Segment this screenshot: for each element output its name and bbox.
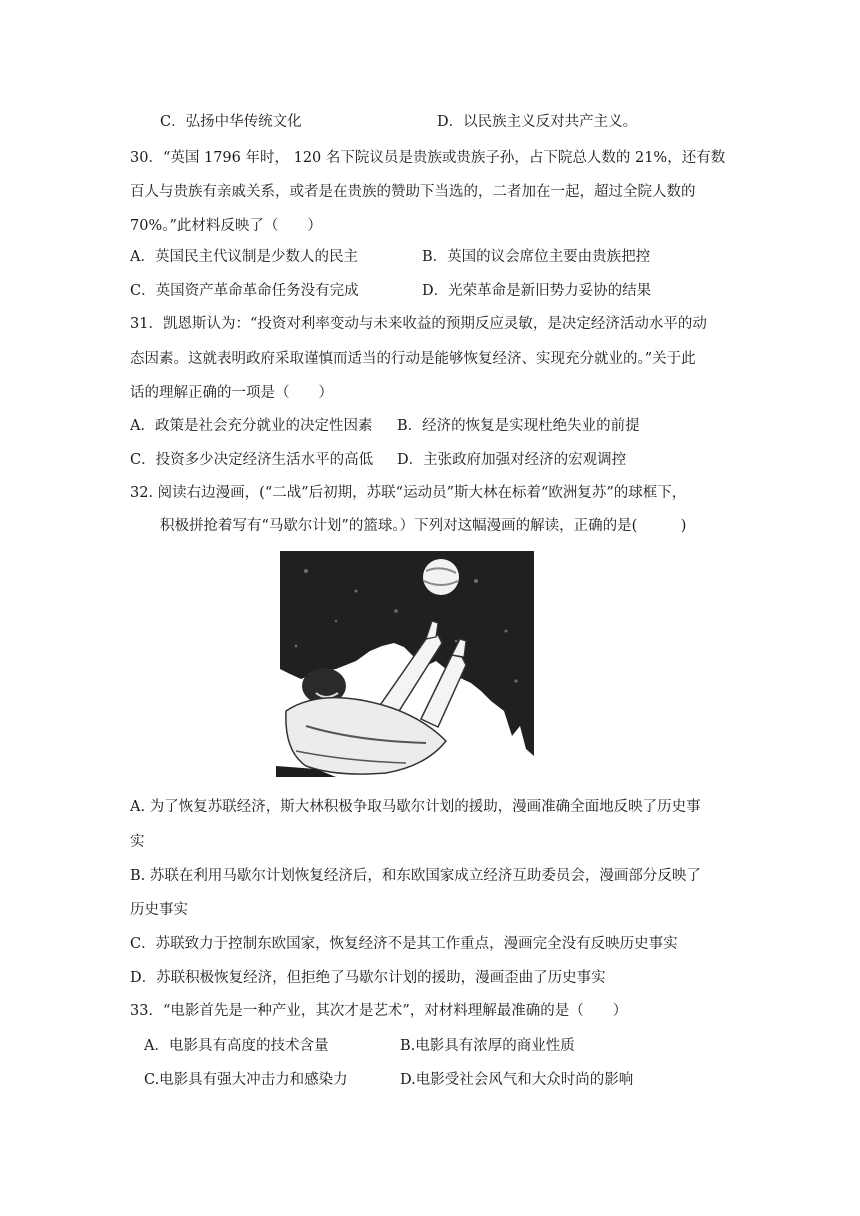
q29-option-c: C．弘扬中华传统文化 [160,114,302,130]
q31-stem-line2: 态因素。这就表明政府采取谨慎而适当的行动是能够恢复经济、实现充分就业的。”关于此 [130,351,696,367]
q33-option-a: A．电影具有高度的技术含量 [144,1038,329,1054]
q33-stem: 33．“电影首先是一种产业，其次才是艺术”，对材料理解最准确的是（ ） [130,1003,628,1019]
q30-stem-line3: 70%。”此材料反映了（ ） [130,218,322,234]
q31-option-a: A．政策是社会充分就业的决定性因素 [130,418,373,434]
q33-option-d: D.电影受社会风气和大众时尚的影响 [400,1072,634,1088]
q31-stem-line3: 话的理解正确的一项是（ ） [130,385,333,401]
q30-option-b: B．英国的议会席位主要由贵族把控 [422,249,651,265]
q32-option-c: C．苏联致力于控制东欧国家，恢复经济不是其工作重点，漫画完全没有反映历史事实 [130,936,678,952]
q32-option-b-line1: B. 苏联在利用马歇尔计划恢复经济后，和东欧国家成立经济互助委员会，漫画部分反映了 [130,868,701,884]
q29-option-d: D．以民族主义反对共产主义。 [437,114,638,130]
q30-option-c: C．英国资产革命革命任务没有完成 [130,283,359,299]
q31-option-d: D．主张政府加强对经济的宏观调控 [397,452,627,468]
q31-stem-line1: 31．凯恩斯认为：“投资对利率变动与未来收益的预期反应灵敏，是决定经济活动水平的动 [130,316,707,332]
q31-option-c: C．投资多少决定经济生活水平的高低 [130,452,374,468]
q32-option-a-line2: 实 [130,834,145,850]
q32-stem-line2: 积极拼抢着写有“马歇尔计划”的篮球。）下列对这幅漫画的解读，正确的是( ) [160,518,687,534]
q32-option-b-line2: 历史事实 [130,902,188,918]
q33-option-b: B.电影具有浓厚的商业性质 [400,1038,575,1054]
q30-stem-line1: 30．“英国 1796 年时， 120 名下院议员是贵族或贵族子孙，占下院总人数的 21%，还有数 [130,150,726,166]
q32-option-d: D．苏联积极恢复经济，但拒绝了马歇尔计划的援助，漫画歪曲了历史事实 [130,970,606,986]
q30-option-d: D．光荣革命是新旧势力妥协的结果 [422,283,652,299]
q30-stem-line2: 百人与贵族有亲戚关系，或者是在贵族的赞助下当选的，二者加在一起，超过全院人数的 [130,184,696,200]
cartoon-image [276,551,536,777]
q31-option-b: B．经济的恢复是实现杜绝失业的前提 [397,418,640,434]
q32-stem-line1: 32. 阅读右边漫画，(“二战”后初期，苏联“运动员”斯大林在标着“欧洲复苏”的球框下， [130,485,687,501]
q32-option-a-line1: A. 为了恢复苏联经济，斯大林积极争取马歇尔计划的援助，漫画准确全面地反映了历史事 [130,799,701,815]
q33-option-c: C.电影具有强大冲击力和感染力 [144,1072,348,1088]
q30-option-a: A．英国民主代议制是少数人的民主 [130,249,358,265]
